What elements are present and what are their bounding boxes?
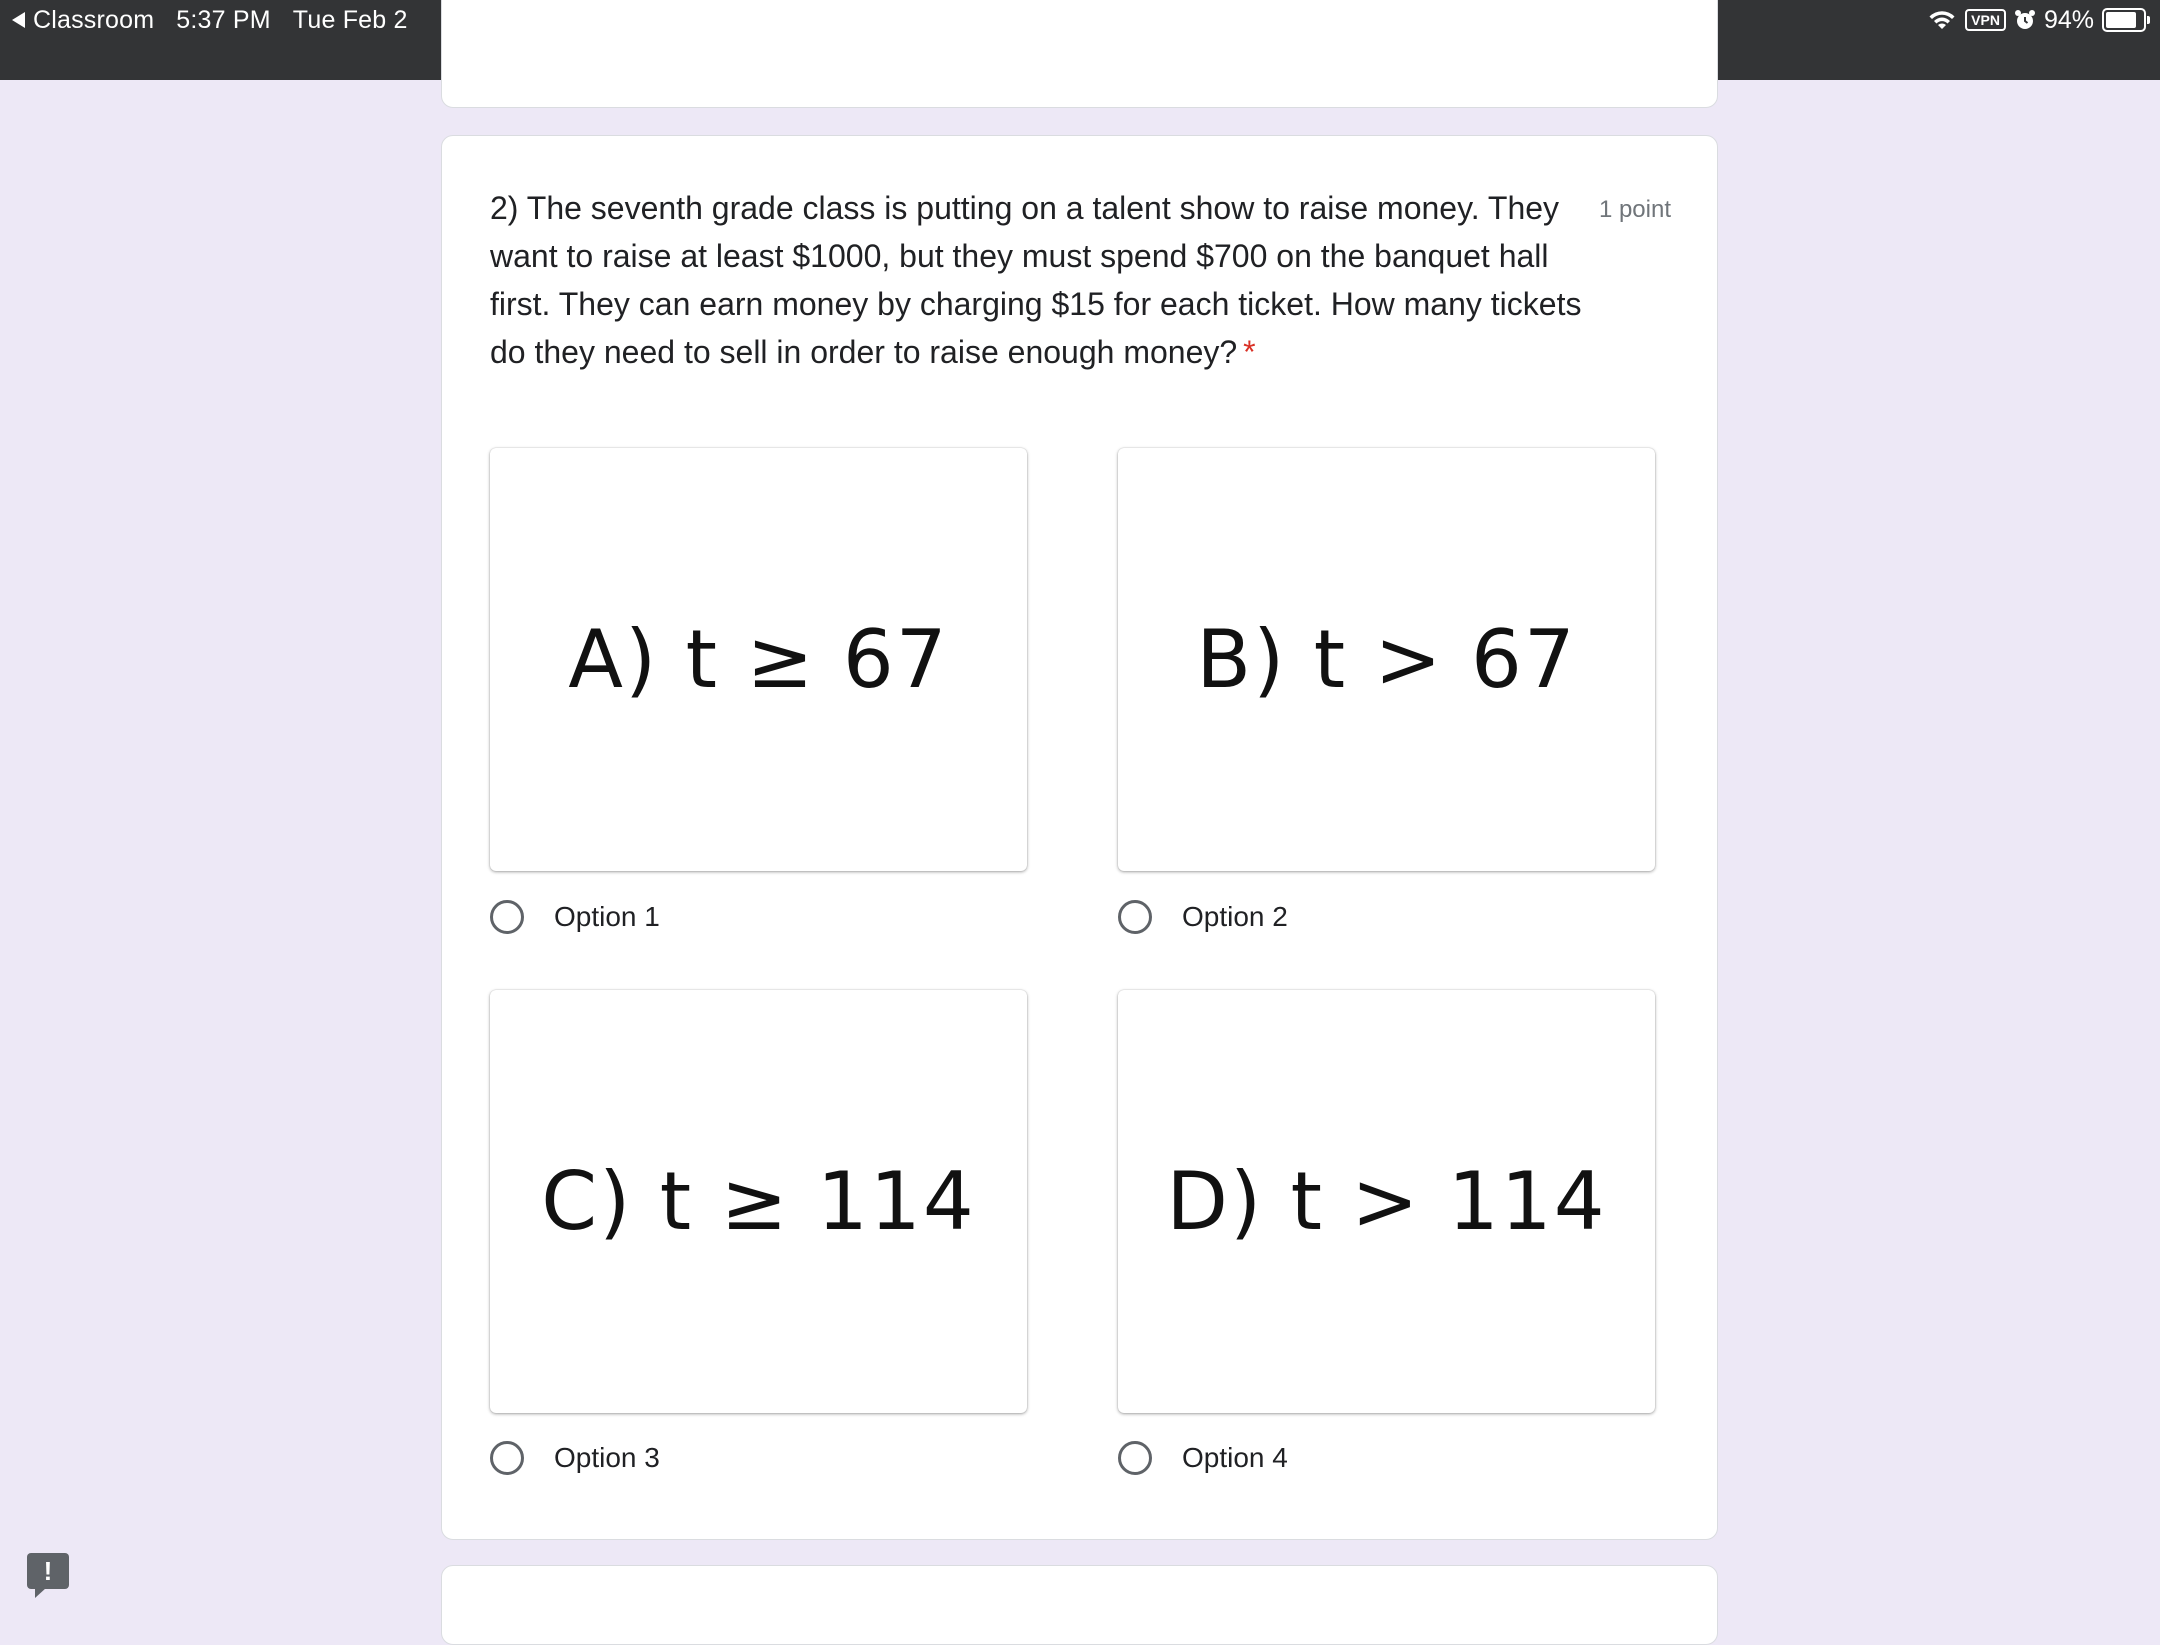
exclamation-icon: ! xyxy=(43,1555,53,1586)
back-app-label: Classroom xyxy=(33,5,155,34)
question-text: 2) The seventh grade class is putting on a talent show to raise money. They want to raise at least $1000, but they must spend $700 on the banquet hall first. They can earn money by charging $15 for each ticket. How many tickets do they need to sell in order to raise enough money? xyxy=(490,190,1582,370)
option-label: Option 2 xyxy=(1182,901,1288,932)
previous-question-card xyxy=(441,0,1718,108)
option-image-c[interactable] xyxy=(490,990,1027,1413)
question-card xyxy=(441,135,1718,1540)
option-image-text: B) t > 67 xyxy=(1196,613,1577,706)
option-label: Option 3 xyxy=(554,1442,660,1473)
option-image-b[interactable] xyxy=(1118,448,1655,871)
report-issue-button[interactable] xyxy=(27,1553,69,1589)
option-1-radio-row[interactable] xyxy=(490,895,660,939)
option-image-d[interactable] xyxy=(1118,990,1655,1413)
vpn-badge: VPN xyxy=(1965,9,2006,31)
battery-cap xyxy=(2147,16,2150,24)
radio-button[interactable] xyxy=(490,900,524,934)
question-title xyxy=(490,184,1590,376)
option-label: Option 1 xyxy=(554,901,660,932)
next-question-card xyxy=(441,1565,1718,1645)
radio-button[interactable] xyxy=(1118,1441,1152,1475)
status-bar-left xyxy=(12,4,408,36)
option-image-text: C) t ≥ 114 xyxy=(541,1155,976,1248)
status-time: 5:37 PM xyxy=(176,5,271,34)
option-image-text: D) t > 114 xyxy=(1166,1155,1607,1248)
option-image-a[interactable] xyxy=(490,448,1027,871)
battery-icon xyxy=(2102,8,2146,32)
battery-percent: 94% xyxy=(2043,5,2094,34)
option-2-radio-row[interactable] xyxy=(1118,895,1288,939)
wifi-icon xyxy=(1927,9,1957,31)
required-asterisk: * xyxy=(1243,334,1256,370)
option-label: Option 4 xyxy=(1182,1442,1288,1473)
status-bar-right xyxy=(1927,4,2146,36)
alarm-icon xyxy=(2014,9,2036,31)
status-date: Tue Feb 2 xyxy=(292,5,408,34)
back-to-app-link[interactable] xyxy=(12,6,154,35)
battery-level-fill xyxy=(2106,12,2136,28)
option-3-radio-row[interactable] xyxy=(490,1436,660,1480)
option-4-radio-row[interactable] xyxy=(1118,1436,1288,1480)
option-image-text: A) t ≥ 67 xyxy=(568,613,949,706)
radio-button[interactable] xyxy=(1118,900,1152,934)
back-arrow-icon xyxy=(12,12,25,28)
question-points: 1 point xyxy=(1598,196,1671,223)
radio-button[interactable] xyxy=(490,1441,524,1475)
